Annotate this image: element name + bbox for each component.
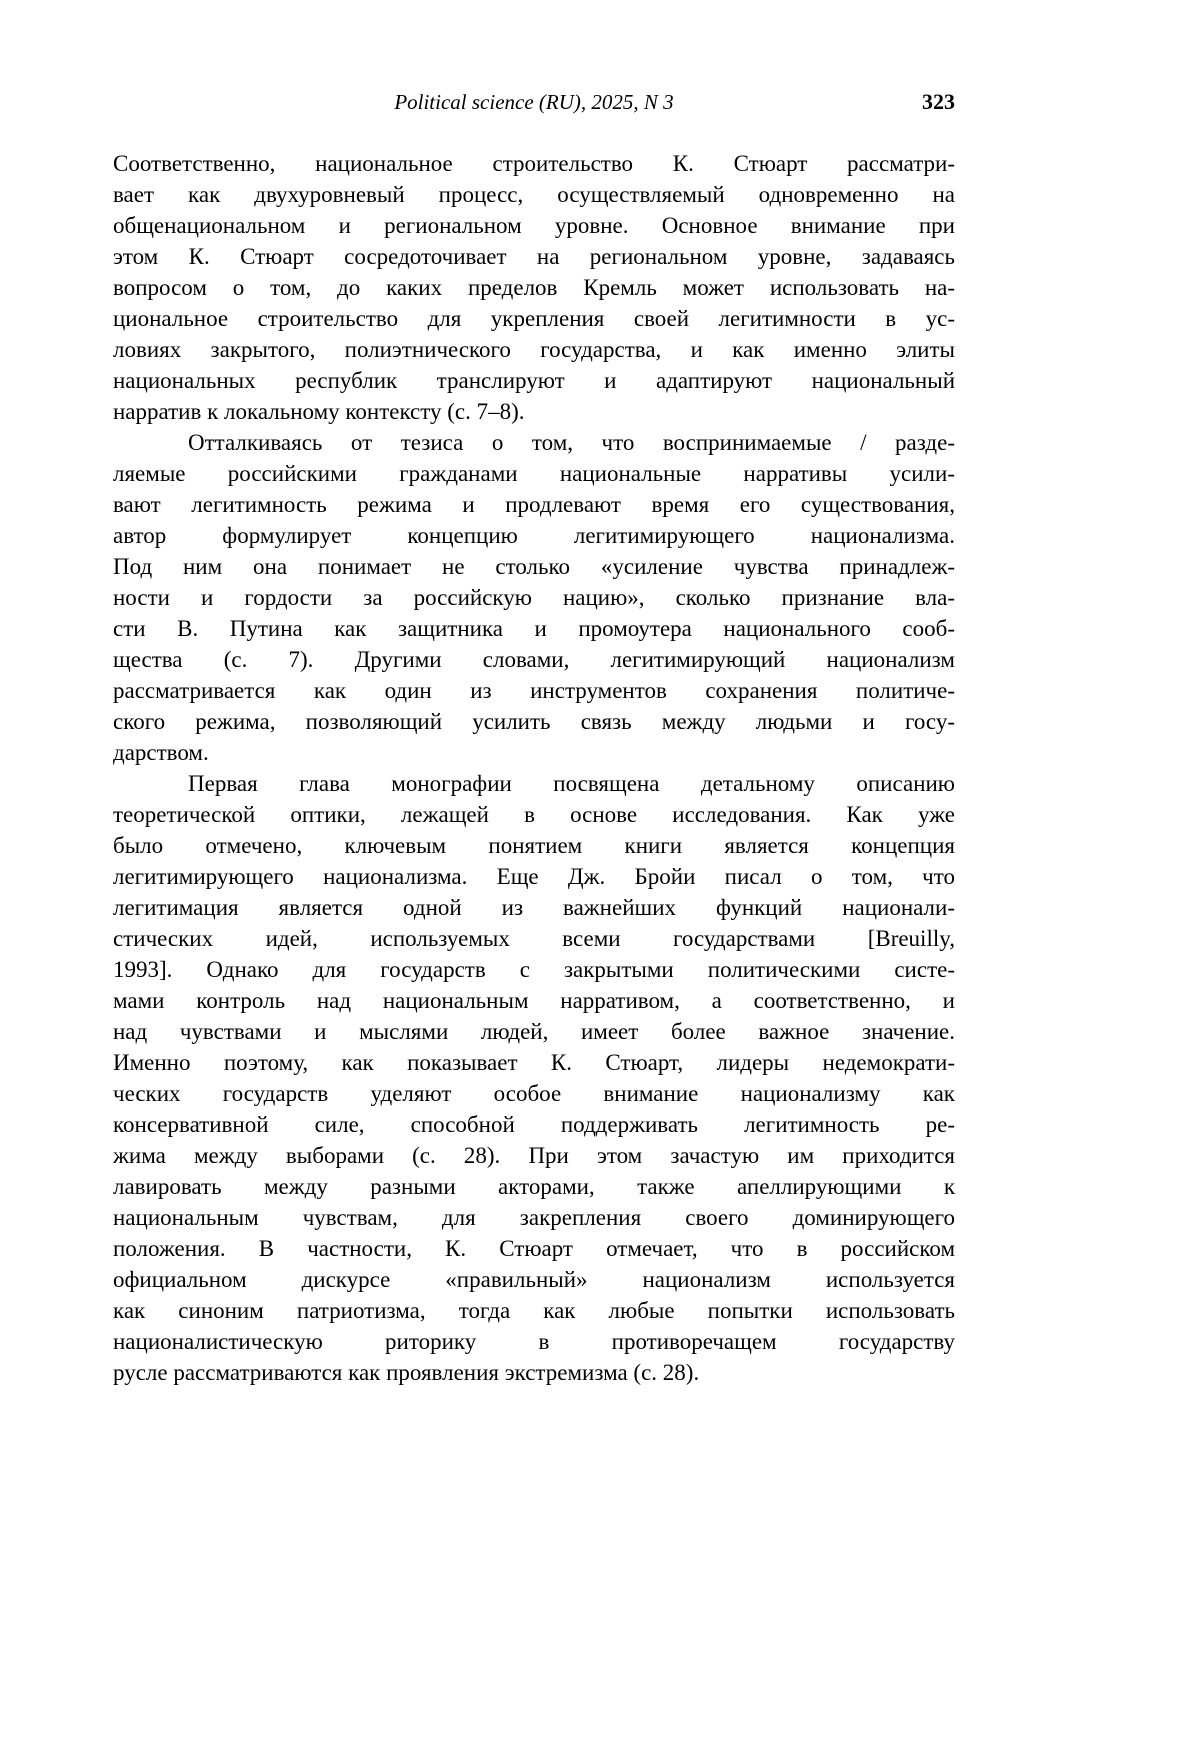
text-line: стических идей, используемых всеми государствами [Breuilly,	[113, 926, 955, 951]
text-line: мами контроль над национальным нарративом, а соответственно, и	[113, 988, 955, 1013]
text-line: было отмечено, ключевым понятием книги является концепция	[113, 833, 955, 858]
content	[113, 88, 955, 1388]
text-line: Именно поэтому, как показывает К. Стюарт, лидеры недемократи-	[113, 1050, 955, 1075]
paragraph	[113, 768, 955, 1388]
text-line: Под ним она понимает не столько «усиление чувства принадлеж-	[113, 554, 955, 579]
text-line: Соответственно, национальное строительство К. Стюарт рассматри-	[113, 151, 955, 176]
text-line: сти В. Путина как защитника и промоутера национального сооб-	[113, 616, 955, 641]
text-line: как синоним патриотизма, тогда как любые попытки использовать	[113, 1298, 955, 1323]
text-line: дарством.	[113, 740, 209, 765]
text-line: легитимирующего национализма. Еще Дж. Бройи писал о том, что	[113, 864, 955, 889]
text-line: лавировать между разными акторами, также апеллирующими к	[113, 1174, 955, 1199]
text-line: ляемые российскими гражданами национальные нарративы усили-	[113, 461, 955, 486]
text-line: ческих государств уделяют особое внимание национализму как	[113, 1081, 955, 1106]
text-line: общенациональном и региональном уровне. Основное внимание при	[113, 213, 955, 238]
text-line: национальных республик транслируют и адаптируют национальный	[113, 368, 955, 393]
text-line: вопросом о том, до каких пределов Кремль может использовать на-	[113, 275, 955, 300]
text-line: 1993]. Однако для государств с закрытыми политическими систе-	[113, 957, 955, 982]
text-line: циональное строительство для укрепления своей легитимности в ус-	[113, 306, 955, 331]
text-line: нарратив к локальному контексту (с. 7–8).	[113, 399, 525, 424]
text-line: ского режима, позволяющий усилить связь между людьми и госу-	[113, 709, 955, 734]
text-line: русле рассматриваются как проявления экстремизма (с. 28).	[113, 1360, 700, 1385]
text-line: теоретической оптики, лежащей в основе исследования. Как уже	[113, 802, 955, 827]
text-line: Отталкиваясь от тезиса о том, что воспринимаемые / разде-	[188, 430, 955, 455]
text-line: жима между выборами (с. 28). При этом зачастую им приходится	[113, 1143, 955, 1168]
text-line: этом К. Стюарт сосредоточивает на региональном уровне, задаваясь	[113, 244, 955, 269]
paragraph	[113, 148, 955, 427]
text-line: национальным чувствам, для закрепления своего доминирующего	[113, 1205, 955, 1230]
text-line: положения. В частности, К. Стюарт отмечает, что в российском	[113, 1236, 955, 1261]
text-line: ности и гордости за российскую нацию», сколько признание вла-	[113, 585, 955, 610]
paragraph	[113, 427, 955, 768]
page-header	[113, 88, 955, 122]
text-line: вает как двухуровневый процесс, осуществляемый одновременно на	[113, 182, 955, 207]
body-text	[113, 148, 955, 1388]
text-line: над чувствами и мыслями людей, имеет более важное значение.	[113, 1019, 955, 1044]
text-line: вают легитимность режима и продлевают время его существования,	[113, 492, 955, 517]
text-line: консервативной силе, способной поддерживать легитимность ре-	[113, 1112, 955, 1137]
text-line: легитимация является одной из важнейших функций национали-	[113, 895, 955, 920]
journal-title: Political science (RU), 2025, N 3	[394, 90, 674, 114]
text-line: официальном дискурсе «правильный» национализм используется	[113, 1267, 955, 1292]
text-line: националистическую риторику в противоречащем государству	[113, 1329, 955, 1354]
text-line: автор формулирует концепцию легитимирующего национализма.	[113, 523, 955, 548]
page-number: 323	[922, 89, 955, 114]
text-line: Первая глава монографии посвящена детальному описанию	[188, 771, 955, 796]
text-line: ловиях закрытого, полиэтнического государства, и как именно элиты	[113, 337, 955, 362]
text-line: щества (с. 7). Другими словами, легитимирующий национализм	[113, 647, 955, 672]
text-line: рассматривается как один из инструментов сохранения политиче-	[113, 678, 955, 703]
